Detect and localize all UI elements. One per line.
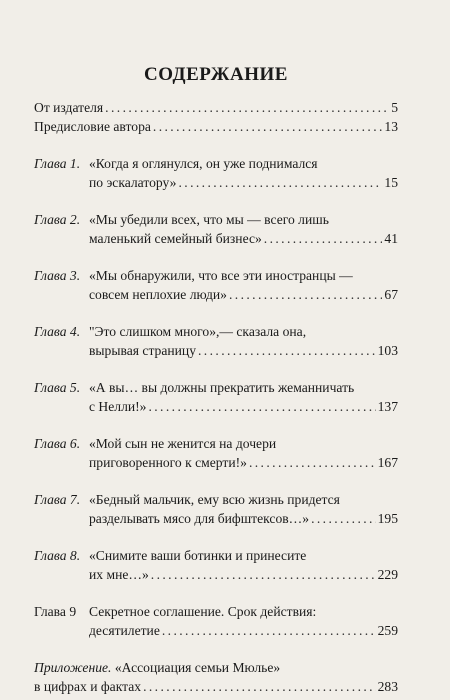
toc-entry-chapter-8	[34, 546, 398, 584]
appendix-title-line: в цифрах и фактах	[34, 679, 142, 694]
toc-entry-chapter-7	[34, 490, 398, 528]
chapter-title-line: разделывать мясо для бифштексов…»	[89, 511, 310, 526]
chapter-title-line: «Бедный мальчик, ему всю жизнь придется	[89, 492, 340, 507]
entry-title: Предисловие автора	[34, 119, 151, 134]
chapter-title-line: маленький семейный бизнес»	[89, 231, 262, 246]
appendix-title-line: «Ассоциация семьи Мюлье»	[114, 660, 281, 675]
toc-entry-appendix	[34, 658, 398, 696]
chapter-title-line: Секретное соглашение. Срок действия:	[89, 604, 317, 619]
chapter-title-line: «Мой сын не женится на дочери	[89, 436, 277, 451]
dot-leader	[143, 677, 376, 696]
dot-leader	[153, 117, 383, 136]
toc-entry-chapter-3	[34, 266, 398, 304]
toc-entry-publisher	[34, 98, 398, 117]
dot-leader	[105, 98, 389, 117]
chapter-label: Глава 5.	[34, 380, 81, 395]
chapter-label: Глава 9	[34, 604, 77, 619]
chapter-title-line: их мне…»	[89, 567, 149, 582]
entry-page: 259	[377, 623, 398, 638]
toc-entry-chapter-1	[34, 154, 398, 192]
dot-leader	[148, 397, 375, 416]
dot-leader	[311, 509, 376, 528]
chapter-title-line: десятилетие	[89, 623, 160, 638]
chapter-label: Глава 2.	[34, 212, 81, 227]
chapter-title-line: «Мы убедили всех, что мы — всего лишь	[89, 212, 329, 227]
chapter-title-line: совсем неплохие люди»	[89, 287, 227, 302]
entry-page: 15	[384, 175, 398, 190]
toc-entry-chapter-5	[34, 378, 398, 416]
dot-leader	[178, 173, 382, 192]
chapter-label: Глава 8.	[34, 548, 81, 563]
dot-leader	[264, 229, 383, 248]
chapter-title-line: «Когда я оглянулся, он уже поднимался	[89, 156, 318, 171]
toc-entry-chapter-9	[34, 602, 398, 640]
entry-page: 103	[377, 343, 398, 358]
dot-leader	[162, 621, 376, 640]
toc-entry-chapter-2	[34, 210, 398, 248]
entry-page: 5	[391, 100, 398, 115]
dot-leader	[229, 285, 382, 304]
table-of-contents	[34, 98, 398, 696]
chapter-label: Глава 1.	[34, 156, 81, 171]
appendix-label: Приложение.	[34, 660, 112, 675]
entry-page: 67	[384, 287, 398, 302]
chapter-label: Глава 3.	[34, 268, 81, 283]
chapter-title-line: вырывая страницу	[89, 343, 196, 358]
toc-entry-preface	[34, 117, 398, 136]
chapter-label: Глава 6.	[34, 436, 81, 451]
dot-leader	[198, 341, 376, 360]
dot-leader	[151, 565, 376, 584]
entry-page: 41	[384, 231, 398, 246]
entry-page: 283	[377, 679, 398, 694]
page-title: СОДЕРЖАНИЕ	[144, 64, 288, 85]
entry-page: 229	[377, 567, 398, 582]
entry-page: 137	[377, 399, 398, 414]
chapter-title-line: с Нелли!»	[89, 399, 147, 414]
toc-entry-chapter-4	[34, 322, 398, 360]
chapter-title-line: «Снимите ваши ботинки и принесите	[89, 548, 307, 563]
entry-page: 195	[377, 511, 398, 526]
dot-leader	[249, 453, 376, 472]
chapter-title-line: приговоренного к смерти!»	[89, 455, 247, 470]
toc-entry-chapter-6	[34, 434, 398, 472]
entry-page: 167	[377, 455, 398, 470]
chapter-label: Глава 7.	[34, 492, 81, 507]
chapter-title-line: по эскалатору»	[89, 175, 177, 190]
chapter-title-line: «Мы обнаружили, что все эти иностранцы —	[89, 268, 353, 283]
chapter-title-line: "Это слишком много»,— сказала она,	[89, 324, 307, 339]
chapter-label: Глава 4.	[34, 324, 81, 339]
entry-page: 13	[384, 119, 398, 134]
entry-title: От издателя	[34, 100, 104, 115]
chapter-title-line: «А вы… вы должны прекратить жеманничать	[89, 380, 355, 395]
